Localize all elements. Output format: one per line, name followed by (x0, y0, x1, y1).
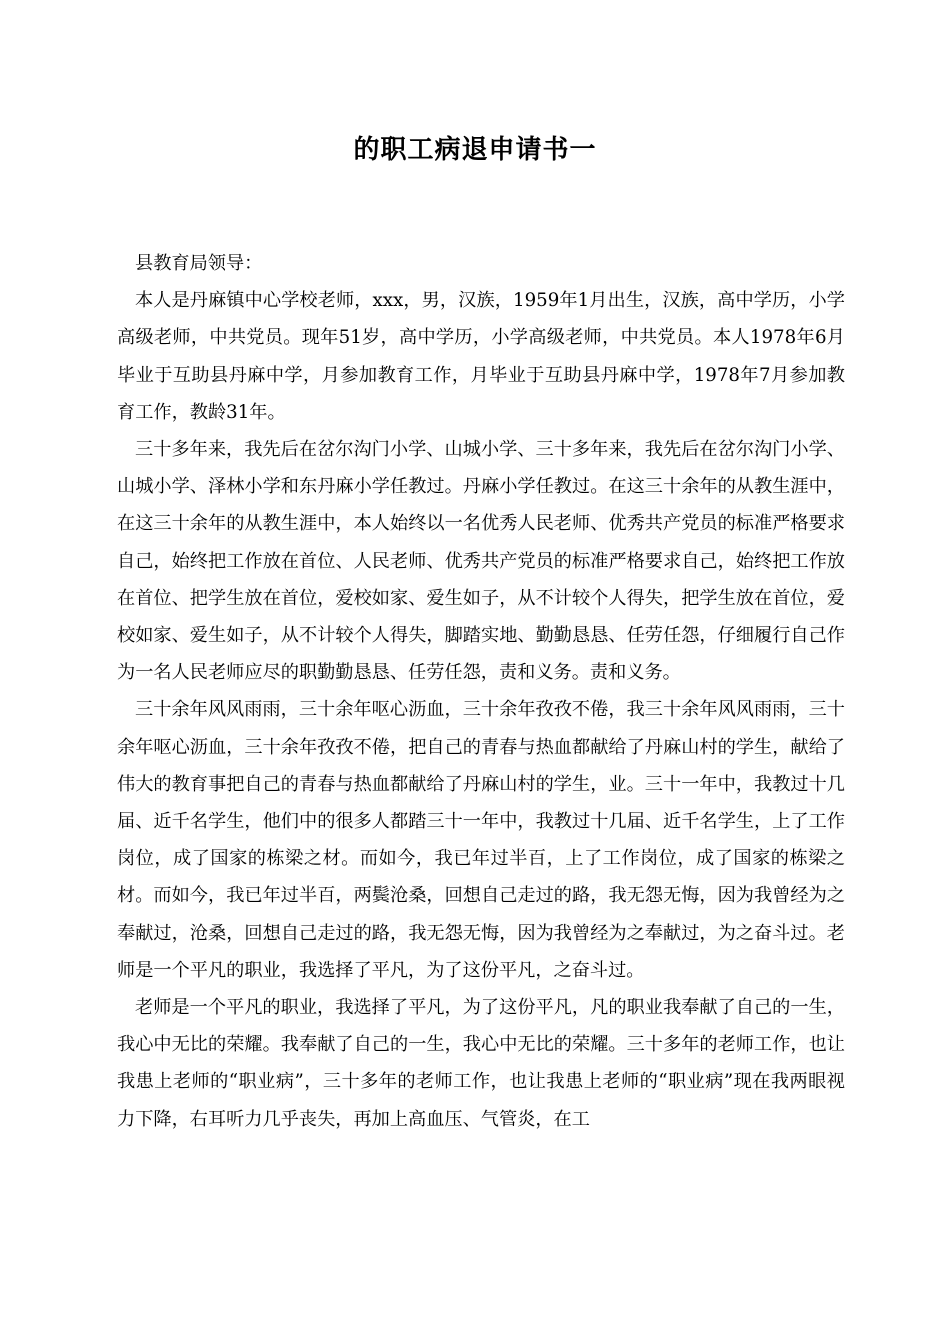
paragraph-teaching-history: 三十多年来，我先后在岔尔沟门小学、山城小学、三十多年来，我先后在岔尔沟门小学、山城小学、泽林小学和东丹麻小学任教过。丹麻小学任教过。在这三十余年的从教生涯中，在这三十余年的从教生涯中，本人始终以一名优秀人民老师、优秀共产党员的标准严格要求自己，始终把工作放在首位、人民老师、优秀共产党员的标准严格要求自己，始终把工作放在首位、把学生放在首位，爱校如家、爱生如子，从不计较个人得失，把学生放在首位，爱校如家、爱生如子，从不计较个人得失，脚踏实地、勤勤恳恳、任劳任怨，仔细履行自己作为一名人民老师应尽的职勤勤恳恳、任劳任怨，责和义务。责和义务。 (117, 439, 845, 684)
salutation: 县教育局领导： (135, 253, 263, 274)
document-title: 的职工病退申请书一 (353, 135, 597, 165)
paragraph-personal-info: 本人是丹麻镇中心学校老师，xxx，男，汉族，1959年1月出生，汉族，高中学历，小学高级老师，中共党员。现年51岁，高中学历，小学高级老师，中共党员。本人1978年6月毕业于互助县丹麻中学，月参加教育工作，月毕业于互助县丹麻中学，1978年7月参加教育工作，教龄31年。 (117, 290, 845, 423)
paragraph-occupational-illness: 老师是一个平凡的职业，我选择了平凡，为了这份平凡，凡的职业我奉献了自己的一生，我心中无比的荣耀。我奉献了自己的一生，我心中无比的荣耀。三十多年的老师工作，也让我患上老师的“职业病”，三十多年的老师工作，也让我患上老师的“职业病”现在我两眼视力下降，右耳听力几乎丧失，再加上高血压、气管炎，在工 (117, 997, 845, 1130)
paragraph-dedication: 三十余年风风雨雨，三十余年呕心沥血，三十余年孜孜不倦，我三十余年风风雨雨，三十余年呕心沥血，三十余年孜孜不倦，把自己的青春与热血都献给了丹麻山村的学生，献给了伟大的教育事把自己的青春与热血都献给了丹麻山村的学生，业。三十一年中，我教过十几届、近千名学生，他们中的很多人都踏三十一年中，我教过十几届、近千名学生，上了工作岗位，成了国家的栋梁之材。而如今，我已年过半百，上了工作岗位，成了国家的栋梁之材。而如今，我已年过半百，两鬓沧桑，回想自己走过的路，我无怨无悔，因为我曾经为之奉献过，沧桑，回想自己走过的路，我无怨无悔，因为我曾经为之奉献过，为之奋斗过。老师是一个平凡的职业，我选择了平凡，为了这份平凡，之奋斗过。 (117, 699, 845, 981)
document-body (117, 245, 845, 1138)
